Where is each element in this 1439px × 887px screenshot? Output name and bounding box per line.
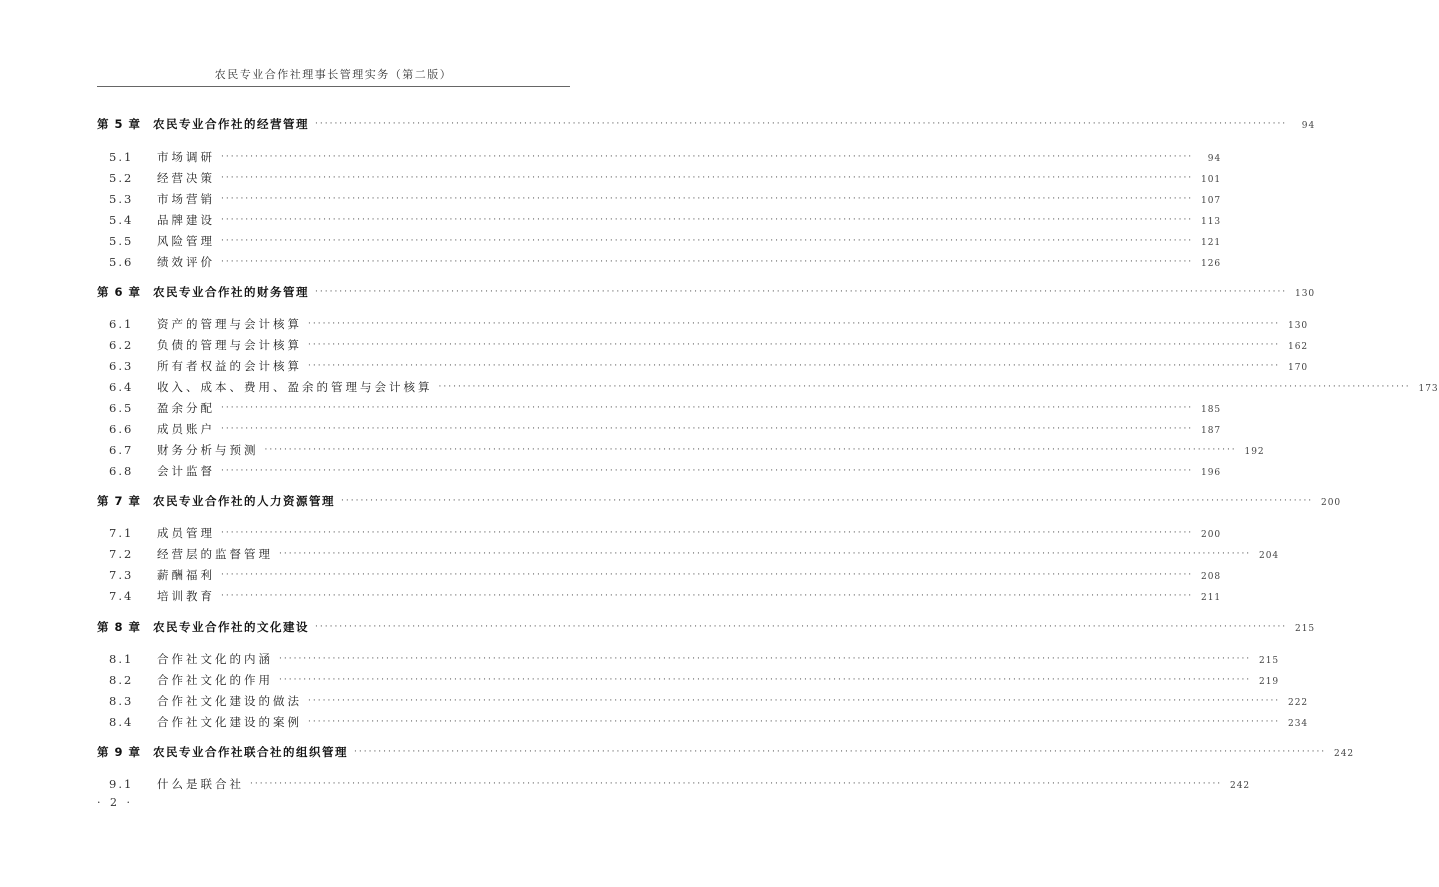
toc-entry-title: 薪酬福利 bbox=[157, 568, 215, 582]
toc-entry-title: 农民专业合作社联合社的组织管理 bbox=[153, 745, 348, 759]
toc-entry-number: 7.1 bbox=[109, 526, 134, 540]
toc-section-entry[interactable] bbox=[97, 670, 1280, 690]
toc-entry-title: 所有者权益的会计核算 bbox=[157, 359, 302, 373]
toc-entry-page: 173 bbox=[1418, 384, 1439, 394]
toc-entry-number: 第 7 章 bbox=[97, 494, 142, 508]
toc-entry-number: 6.5 bbox=[109, 401, 134, 415]
dot-leader: ········································································································································································································ bbox=[308, 340, 1281, 350]
toc-section-entry[interactable] bbox=[97, 544, 1280, 564]
toc-section-entry[interactable] bbox=[97, 649, 1280, 669]
dot-leader: ········································································································································································································ bbox=[308, 717, 1281, 727]
toc-entry-title: 合作社文化建设的案例 bbox=[157, 715, 302, 729]
toc-entry-title: 农民专业合作社的经营管理 bbox=[153, 117, 309, 131]
dot-leader: ········································································································································································································ bbox=[341, 496, 1314, 506]
toc-entry-page: 200 bbox=[1200, 530, 1222, 540]
toc-entry-page: 219 bbox=[1258, 677, 1280, 687]
page-number: · 2 · bbox=[97, 796, 133, 809]
toc-section-entry[interactable] bbox=[97, 147, 1222, 167]
toc-entry-title: 品牌建设 bbox=[157, 213, 215, 227]
dot-leader: ········································································································································································································ bbox=[308, 696, 1281, 706]
toc-entry-title: 市场调研 bbox=[157, 150, 215, 164]
toc-entry-title: 合作社文化的作用 bbox=[157, 673, 273, 687]
toc-entry-title: 会计监督 bbox=[157, 464, 215, 478]
toc-entry-page: 196 bbox=[1200, 468, 1222, 478]
toc-section-entry[interactable] bbox=[97, 523, 1222, 543]
dot-leader: ········································································································································································································ bbox=[221, 403, 1194, 413]
toc-entry-page: 192 bbox=[1244, 447, 1265, 457]
toc-entry-title: 市场营销 bbox=[157, 192, 215, 206]
toc-entry-number: 第 6 章 bbox=[97, 285, 142, 299]
toc-entry-number: 8.4 bbox=[109, 715, 134, 729]
toc-entry-number: 第 9 章 bbox=[97, 745, 142, 759]
toc-entry-number: 6.6 bbox=[109, 422, 134, 436]
toc-entry-page: 130 bbox=[1287, 321, 1309, 331]
toc-entry-title: 培训教育 bbox=[157, 589, 215, 603]
toc-entry-number: 第 5 章 bbox=[97, 117, 142, 131]
toc-entry-number: 7.3 bbox=[109, 568, 134, 582]
dot-leader: ········································································································································································································ bbox=[308, 361, 1281, 371]
toc-section-entry[interactable] bbox=[97, 252, 1222, 272]
toc-entry-number: 第 8 章 bbox=[97, 620, 142, 634]
toc-entry-page: 94 bbox=[1301, 121, 1316, 131]
toc-section-entry[interactable] bbox=[97, 314, 1309, 334]
toc-chapter-entry[interactable] bbox=[97, 282, 1316, 302]
toc-entry-page: 242 bbox=[1333, 749, 1355, 759]
toc-entry-page: 234 bbox=[1287, 719, 1309, 729]
toc-entry-number: 6.7 bbox=[109, 443, 134, 457]
dot-leader: ········································································································································································································ bbox=[221, 424, 1194, 434]
toc-entry-page: 211 bbox=[1200, 593, 1222, 603]
toc-entry-title: 资产的管理与会计核算 bbox=[157, 317, 302, 331]
dot-leader: ········································································································································································································ bbox=[221, 173, 1194, 183]
toc-entry-number: 8.3 bbox=[109, 694, 134, 708]
toc-entry-number: 5.5 bbox=[109, 234, 134, 248]
toc-entry-title: 风险管理 bbox=[157, 234, 215, 248]
toc-entry-page: 215 bbox=[1258, 656, 1280, 666]
toc-section-entry[interactable] bbox=[97, 691, 1309, 711]
toc-entry-title: 农民专业合作社的人力资源管理 bbox=[153, 494, 335, 508]
toc-entry-title: 成员账户 bbox=[157, 422, 215, 436]
dot-leader: ········································································································································································································ bbox=[315, 287, 1288, 297]
toc-entry-title: 农民专业合作社的文化建设 bbox=[153, 620, 309, 634]
toc-section-entry[interactable] bbox=[97, 189, 1222, 209]
toc-entry-number: 6.8 bbox=[109, 464, 134, 478]
toc-entry-number: 8.2 bbox=[109, 673, 134, 687]
toc-section-entry[interactable] bbox=[97, 356, 1309, 376]
toc-section-entry[interactable] bbox=[97, 168, 1222, 188]
dot-leader: ········································································································································································································ bbox=[221, 591, 1194, 601]
toc-section-entry[interactable] bbox=[97, 586, 1222, 606]
toc-entry-page: 242 bbox=[1229, 781, 1251, 791]
toc-chapter-entry[interactable] bbox=[97, 491, 1342, 511]
toc-entry-title: 盈余分配 bbox=[157, 401, 215, 415]
toc-section-entry[interactable] bbox=[97, 440, 1265, 460]
toc-entry-number: 6.3 bbox=[109, 359, 134, 373]
toc-entry-title: 经营层的监督管理 bbox=[157, 547, 273, 561]
dot-leader: ········································································································································································································ bbox=[221, 236, 1194, 246]
toc-section-entry[interactable] bbox=[97, 210, 1222, 230]
toc-entry-number: 5.3 bbox=[109, 192, 134, 206]
dot-leader: ········································································································································································································ bbox=[221, 570, 1194, 580]
toc-entry-number: 6.2 bbox=[109, 338, 134, 352]
toc-entry-number: 6.4 bbox=[109, 380, 134, 394]
toc-entry-number: 5.1 bbox=[109, 150, 134, 164]
toc-entry-page: 113 bbox=[1200, 217, 1222, 227]
toc-section-entry[interactable] bbox=[97, 565, 1222, 585]
dot-leader: ········································································································································································································ bbox=[221, 152, 1194, 162]
toc-entry-page: 208 bbox=[1200, 572, 1222, 582]
toc-entry-page: 101 bbox=[1200, 175, 1222, 185]
dot-leader: ········································································································································································································ bbox=[438, 382, 1411, 392]
dot-leader: ········································································································································································································ bbox=[308, 319, 1281, 329]
toc-entry-title: 合作社文化的内涵 bbox=[157, 652, 273, 666]
header-rule bbox=[97, 86, 570, 87]
toc-entry-page: 130 bbox=[1294, 289, 1316, 299]
toc-section-entry[interactable] bbox=[97, 377, 1439, 397]
toc-section-entry[interactable] bbox=[97, 398, 1222, 418]
toc-entry-number: 6.1 bbox=[109, 317, 134, 331]
toc-entry-page: 204 bbox=[1258, 551, 1280, 561]
dot-leader: ········································································································································································································ bbox=[221, 257, 1194, 267]
dot-leader: ········································································································································································································ bbox=[315, 119, 1288, 129]
toc-entry-title: 财务分析与预测 bbox=[157, 443, 259, 457]
toc-entry-title: 合作社文化建设的做法 bbox=[157, 694, 302, 708]
toc-entry-title: 负债的管理与会计核算 bbox=[157, 338, 302, 352]
dot-leader: ········································································································································································································ bbox=[315, 622, 1288, 632]
toc-chapter-entry[interactable] bbox=[97, 617, 1316, 637]
toc-entry-page: 215 bbox=[1294, 624, 1316, 634]
toc-entry-page: 121 bbox=[1200, 238, 1222, 248]
dot-leader: ········································································································································································································ bbox=[354, 747, 1327, 757]
toc-entry-page: 185 bbox=[1200, 405, 1222, 415]
dot-leader: ········································································································································································································ bbox=[221, 215, 1194, 225]
toc-entry-number: 7.4 bbox=[109, 589, 134, 603]
toc-section-entry[interactable] bbox=[97, 231, 1222, 251]
dot-leader: ········································································································································································································ bbox=[221, 528, 1194, 538]
toc-entry-number: 7.2 bbox=[109, 547, 134, 561]
toc-entry-page: 162 bbox=[1287, 342, 1309, 352]
toc-entry-number: 5.6 bbox=[109, 255, 134, 269]
toc-entry-page: 107 bbox=[1200, 196, 1222, 206]
toc-entry-number: 9.1 bbox=[109, 777, 134, 791]
dot-leader: ········································································································································································································ bbox=[250, 779, 1223, 789]
dot-leader: ········································································································································································································ bbox=[279, 654, 1252, 664]
running-header: 农民专业合作社理事长管理实务（第二版） bbox=[214, 68, 453, 81]
toc-entry-title: 经营决策 bbox=[157, 171, 215, 185]
toc-entry-page: 187 bbox=[1200, 426, 1222, 436]
toc-entry-page: 170 bbox=[1287, 363, 1309, 373]
toc-entry-page: 222 bbox=[1287, 698, 1309, 708]
toc-entry-title: 什么是联合社 bbox=[157, 777, 244, 791]
toc-section-entry[interactable] bbox=[97, 774, 1251, 794]
toc-entry-title: 收入、成本、费用、盈余的管理与会计核算 bbox=[157, 380, 433, 394]
dot-leader: ········································································································································································································ bbox=[279, 549, 1252, 559]
toc-chapter-entry[interactable] bbox=[97, 114, 1316, 134]
toc-entry-title: 绩效评价 bbox=[157, 255, 215, 269]
toc-section-entry[interactable] bbox=[97, 335, 1309, 355]
dot-leader: ········································································································································································································ bbox=[221, 194, 1194, 204]
toc-entry-title: 农民专业合作社的财务管理 bbox=[153, 285, 309, 299]
toc-section-entry[interactable] bbox=[97, 712, 1309, 732]
dot-leader: ········································································································································································································ bbox=[264, 445, 1237, 455]
toc-entry-number: 8.1 bbox=[109, 652, 134, 666]
toc-entry-number: 5.2 bbox=[109, 171, 134, 185]
toc-section-entry[interactable] bbox=[97, 461, 1222, 481]
toc-entry-page: 200 bbox=[1320, 498, 1342, 508]
toc-chapter-entry[interactable] bbox=[97, 742, 1355, 762]
toc-entry-number: 5.4 bbox=[109, 213, 134, 227]
toc-entry-page: 126 bbox=[1200, 259, 1222, 269]
dot-leader: ········································································································································································································ bbox=[221, 466, 1194, 476]
dot-leader: ········································································································································································································ bbox=[279, 675, 1252, 685]
toc-entry-title: 成员管理 bbox=[157, 526, 215, 540]
toc-entry-page: 94 bbox=[1207, 154, 1222, 164]
toc-section-entry[interactable] bbox=[97, 419, 1222, 439]
